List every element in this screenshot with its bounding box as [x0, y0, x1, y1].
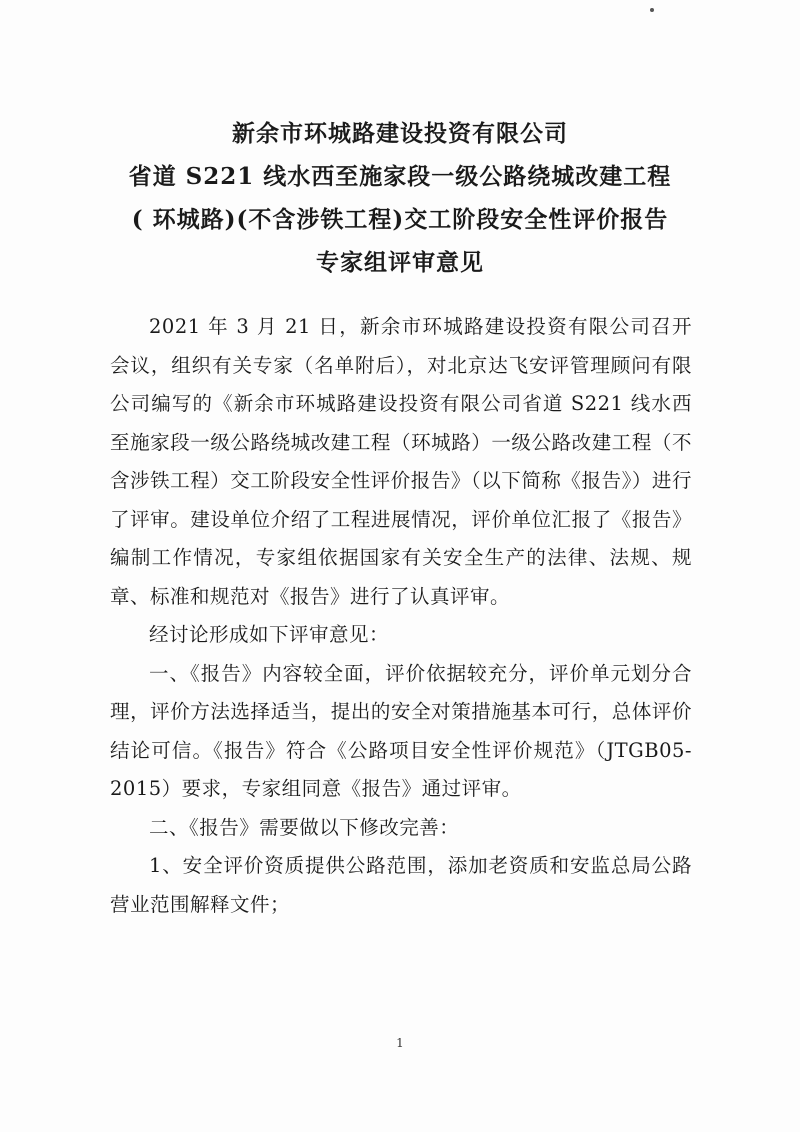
- paragraph-meeting: 2021 年 3 月 21 日，新余市环城路建设投资有限公司召开会议，组织有关专家（名单附后），对北京达飞安评管理顾问有限公司编写的《新余市环城路建设投资有限公司省道 S221 线水西至施家段一级公路绕城改建工程（环城路）一级公路改建工程（不含涉铁工程）交工阶段安全性评价报告》（以下简称《报告》）进行了评审。建设单位介绍了工程进展情况，评价单位汇报了《报告》编制工作情况，专家组依据国家有关安全生产的法律、法规、规章、标准和规范对《报告》进行了认真评审。: [110, 315, 692, 608]
- paragraph-opinion-one: 一、《报告》内容较全面，评价依据较充分，评价单元划分合理，评价方法选择适当，提出的安全对策措施基本可行，总体评价结论可信。《报告》符合《公路项目安全性评价规范》（JTGB05-2015）要求，专家组同意《报告》通过评审。: [110, 661, 692, 800]
- scan-speck: [650, 8, 654, 12]
- title-line-project: 省道 S221 线水西至施家段一级公路绕城改建工程: [128, 163, 672, 190]
- title-line-company: 新余市环城路建设投资有限公司: [232, 120, 568, 147]
- paragraph-intro-opinions: 经讨论形成如下评审意见：: [149, 623, 390, 646]
- paragraph-opinion-two: 二、《报告》需要做以下修改完善：: [149, 815, 460, 839]
- paragraph-item-one: 1、安全评价资质提供公路范围，添加老资质和安监总局公路营业范围解释文件；: [110, 854, 692, 916]
- title-line-opinion: 专家组评审意见: [316, 249, 484, 276]
- document-body: [110, 308, 692, 924]
- title-line-report: ( 环城路)(不含涉铁工程)交工阶段安全性评价报告: [131, 206, 669, 233]
- page-number: 1: [396, 1036, 404, 1050]
- document-title: [100, 112, 700, 284]
